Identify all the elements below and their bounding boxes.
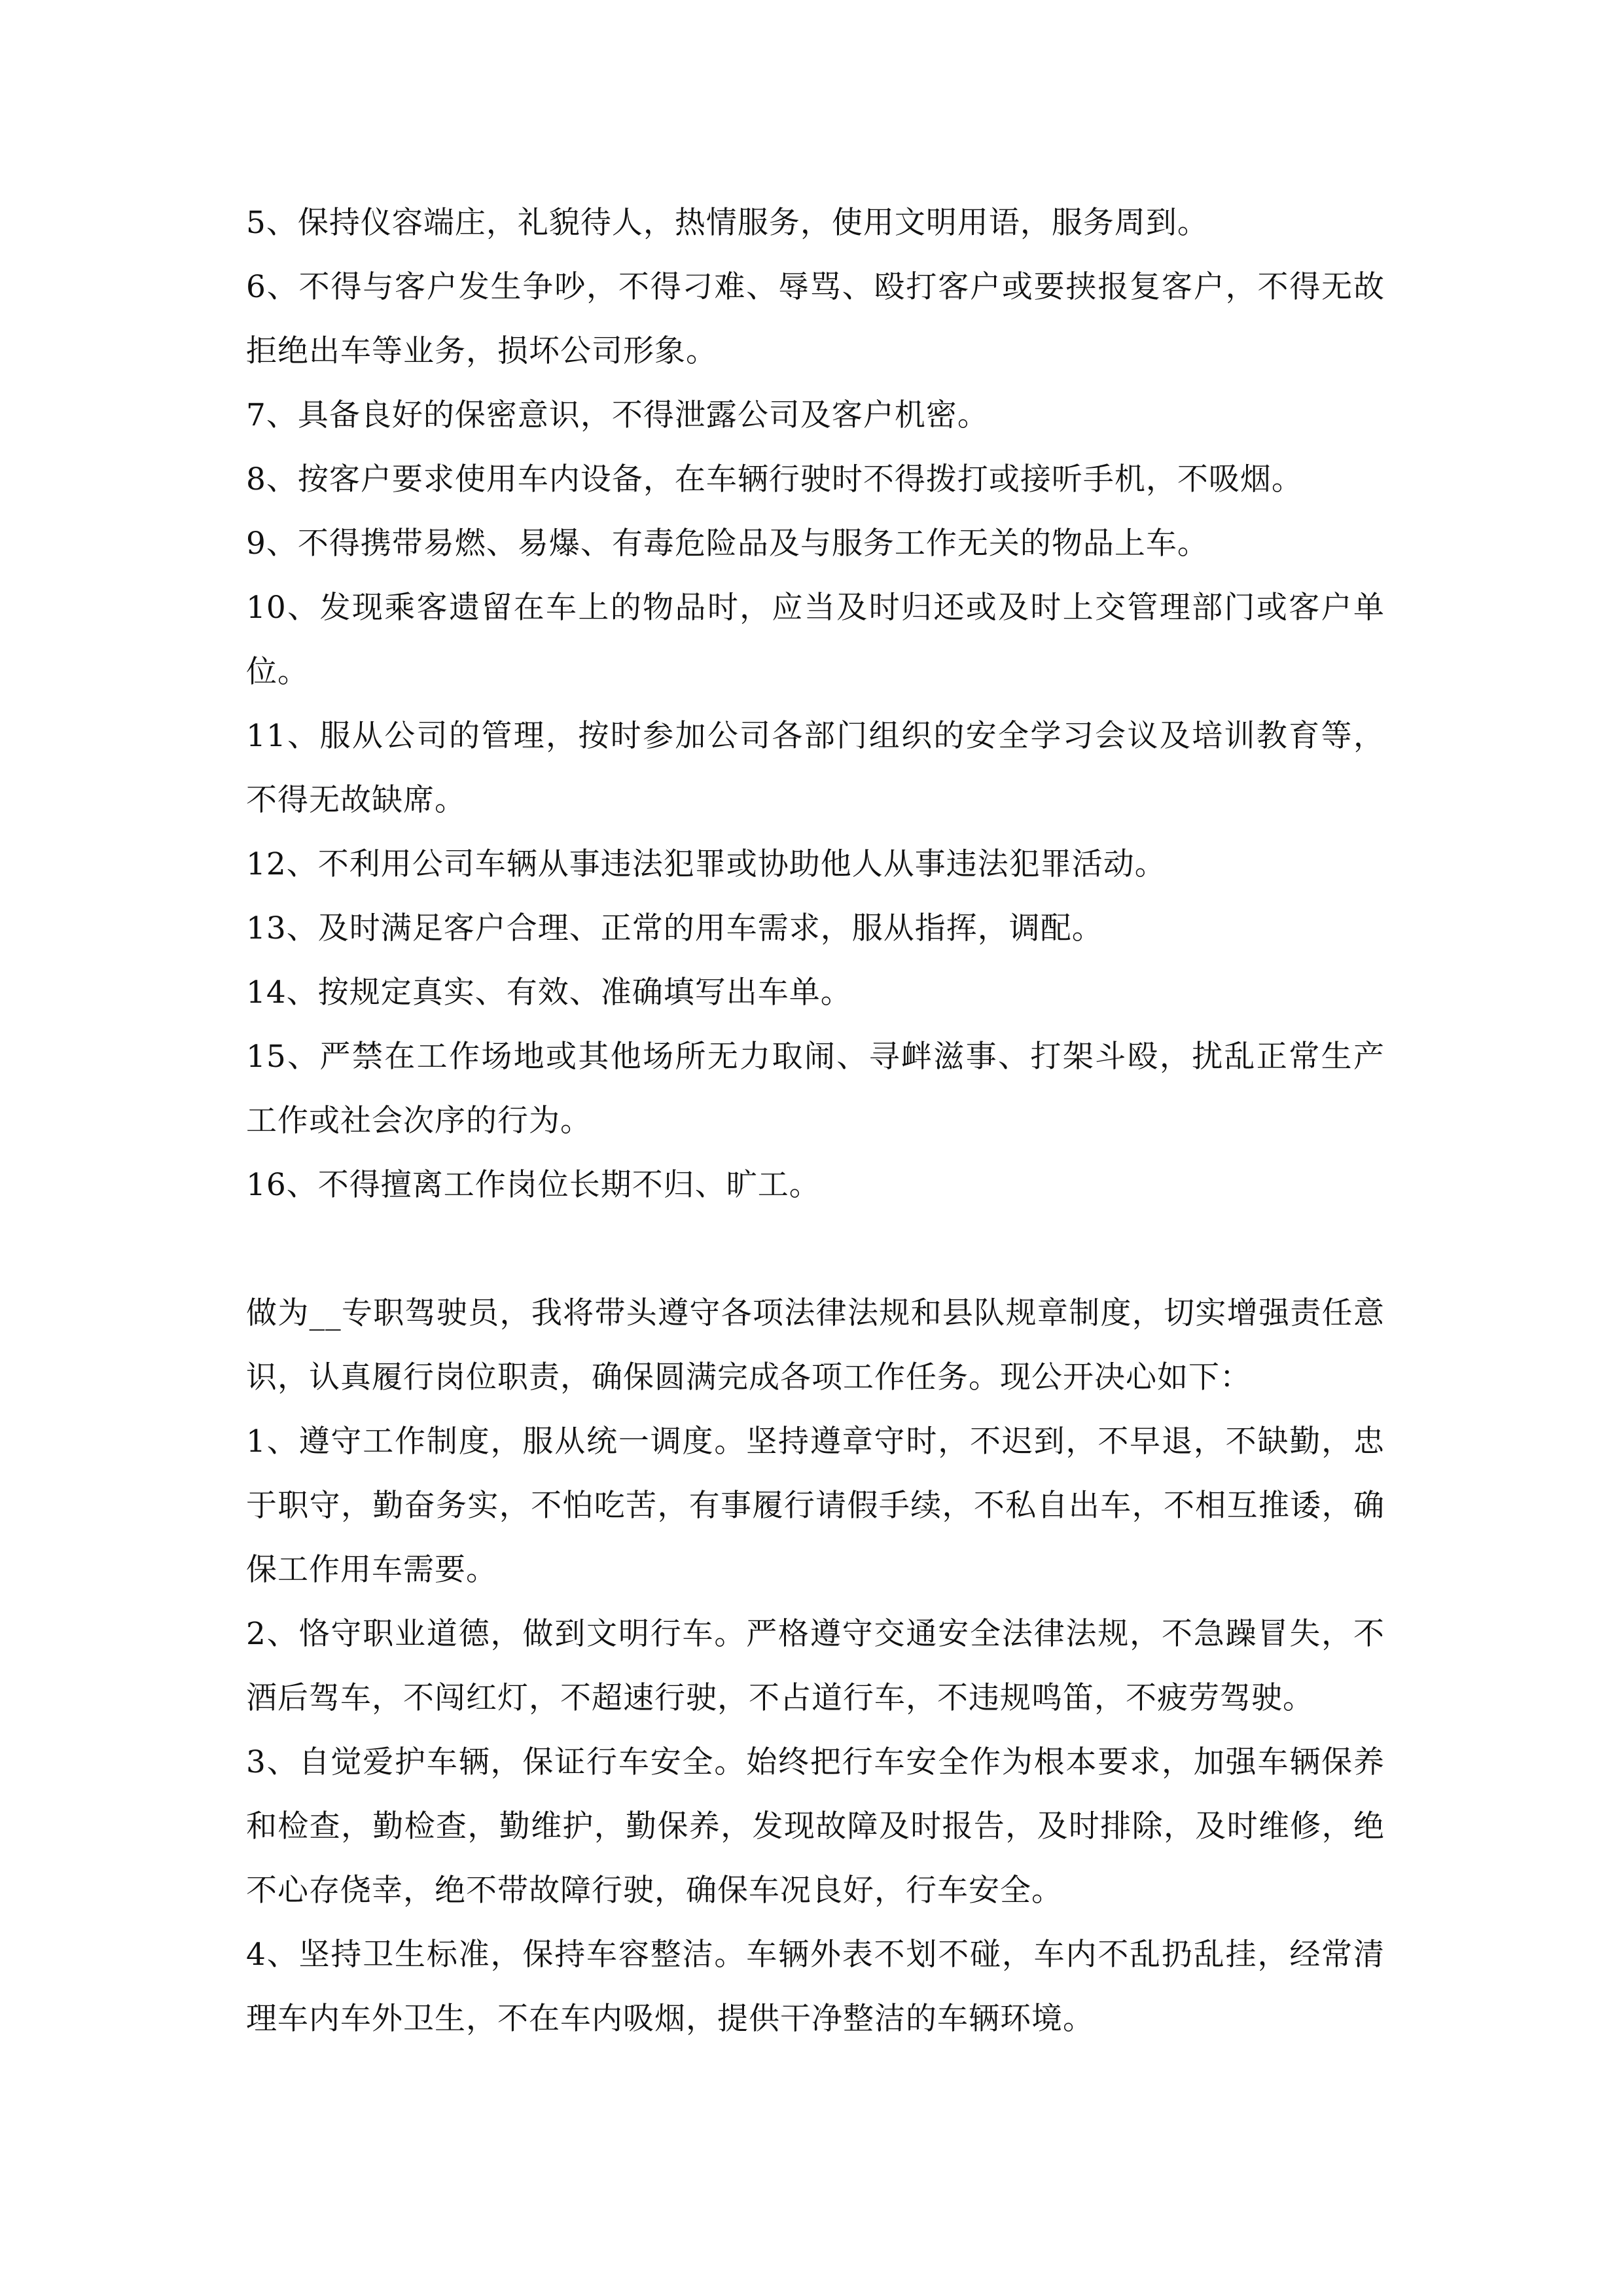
- pledge-item-1: 1、遵守工作制度，服从统一调度。坚持遵章守时，不迟到，不早退，不缺勤，忠于职守，勤奋务实，不怕吃苦，有事履行请假手续，不私自出车，不相互推诿，确保工作用车需要。: [246, 1424, 1385, 1588]
- rule-6: 6、不得与客户发生争吵，不得刁难、辱骂、殴打客户或要挟报复客户，不得无故拒绝出车等业务，损坏公司形象。: [246, 269, 1385, 369]
- rule-12: 12、不利用公司车辆从事违法犯罪或协助他人从事违法犯罪活动。: [246, 846, 1166, 882]
- rule-13: 13、及时满足客户合理、正常的用车需求，服从指挥，调配。: [246, 910, 1103, 946]
- pledge-item-3: 3、自觉爱护车辆，保证行车安全。始终把行车安全作为根本要求，加强车辆保养和检查，勤检查，勤维护，勤保养，发现故障及时报告，及时排除，及时维修，绝不心存侥幸，绝不带故障行驶，确保车况良好，行车安全。: [246, 1744, 1385, 1909]
- rule-16: 16、不得擅离工作岗位长期不归、旷工。: [246, 1167, 821, 1203]
- rule-15: 15、严禁在工作场地或其他场所无力取闹、寻衅滋事、打架斗殴，扰乱正常生产工作或社会次序的行为。: [246, 1039, 1385, 1139]
- pledge-item-4: 4、坚持卫生标准，保持车容整洁。车辆外表不划不碰，车内不乱扔乱挂，经常清理车内车外卫生，不在车内吸烟，提供干净整洁的车辆环境。: [246, 1937, 1385, 2037]
- rule-5: 5、保持仪容端庄，礼貌待人，热情服务，使用文明用语，服务周到。: [246, 205, 1209, 241]
- pledge-item-2: 2、恪守职业道德，做到文明行车。严格遵守交通安全法律法规，不急躁冒失，不酒后驾车，不闯红灯，不超速行驶，不占道行车，不违规鸣笛，不疲劳驾驶。: [246, 1616, 1385, 1716]
- rule-7: 7、具备良好的保密意识，不得泄露公司及客户机密。: [246, 397, 989, 433]
- rule-10: 10、发现乘客遗留在车上的物品时，应当及时归还或及时上交管理部门或客户单位。: [246, 590, 1385, 690]
- pledge-intro: 做为__专职驾驶员，我将带头遵守各项法律法规和县队规章制度，切实增强责任意识，认真履行岗位职责，确保圆满完成各项工作任务。现公开决心如下：: [246, 1295, 1385, 1395]
- rule-8: 8、按客户要求使用车内设备，在车辆行驶时不得拨打或接听手机，不吸烟。: [246, 461, 1303, 497]
- rule-9: 9、不得携带易燃、易爆、有毒危险品及与服务工作无关的物品上车。: [246, 526, 1209, 562]
- rule-14: 14、按规定真实、有效、准确填写出车单。: [246, 975, 852, 1011]
- section-gap: [246, 1217, 1385, 1282]
- document-body: [246, 191, 1385, 2051]
- rule-11: 11、服从公司的管理，按时参加公司各部门组织的安全学习会议及培训教育等，不得无故缺席。: [246, 718, 1385, 818]
